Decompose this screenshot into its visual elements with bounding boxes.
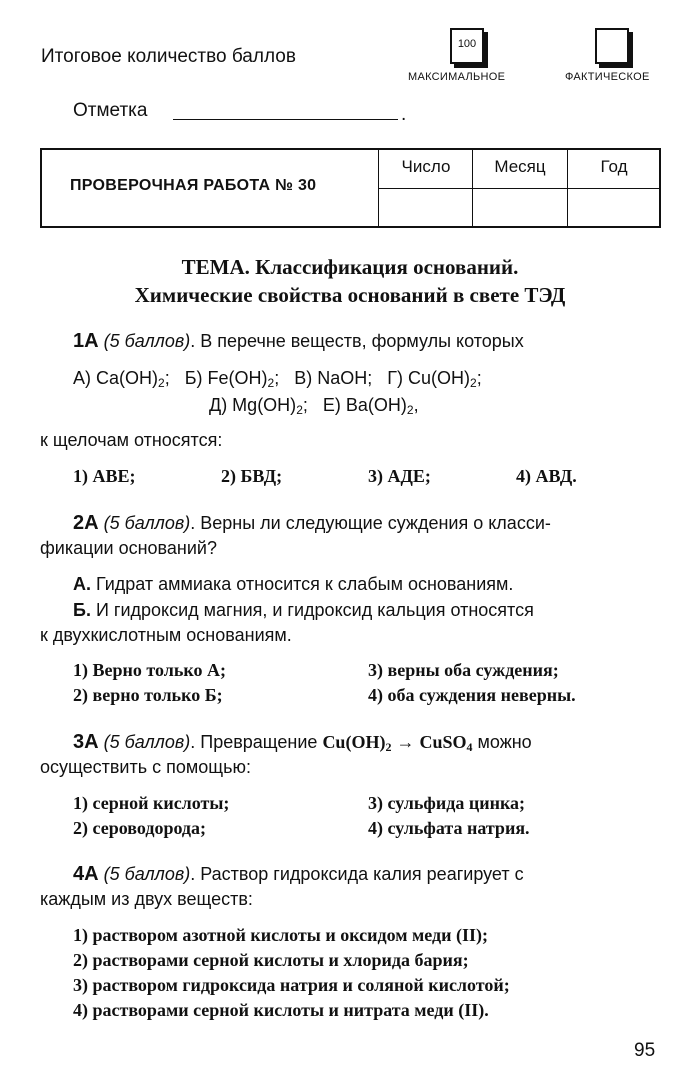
answer-option[interactable]: 4) оба суждения неверны. [368, 685, 576, 705]
answer-option[interactable]: 2) сероводорода; [73, 818, 207, 838]
page-number: 95 [634, 1040, 656, 1061]
question-number: 2А [73, 512, 99, 534]
question-points: (5 баллов) [103, 864, 191, 884]
product-formula: CuSO$_4$ [419, 732, 473, 754]
answer-option[interactable]: 4) растворами серной кислоты и нитрата меди (II). [73, 1000, 489, 1020]
answer-option[interactable]: 2) растворами серной кислоты и хлорида бария; [73, 950, 469, 970]
mark-field[interactable] [173, 119, 398, 120]
mark-dot: . [401, 104, 407, 125]
substance-b: Б) $Fe(OH)_2$; [184, 368, 280, 390]
answer-option[interactable]: 4) сульфата натрия. [368, 818, 530, 838]
question-2-text [73, 512, 551, 535]
topic-line-1: ТЕМА. Классификация оснований. [181, 255, 519, 279]
day-field[interactable] [379, 190, 471, 227]
statement-a: А. Гидрат аммиака относится к слабым основаниям. [73, 574, 514, 594]
arrow-icon: → [396, 732, 415, 752]
max-score-value: 100 [457, 38, 477, 50]
question-text: . В перечне веществ, формулы которых [190, 331, 524, 351]
substance-e: Е) $Ba(OH)_2$, [322, 395, 419, 417]
statement-b-continued: к двухкислотным основаниям. [40, 625, 292, 645]
total-score-label: Итоговое количество баллов [41, 46, 296, 67]
actual-score-box[interactable] [595, 28, 629, 64]
answer-option[interactable]: 3) сульфида цинка; [368, 793, 526, 813]
question-1-substances-row-2 [209, 395, 419, 417]
answer-option[interactable]: 3) верны оба суждения; [368, 660, 559, 680]
question-2-text-continued: фикации оснований? [40, 538, 217, 558]
max-score-box [450, 28, 484, 64]
question-1-text [73, 330, 524, 353]
question-number: 1А [73, 330, 99, 352]
question-text: можно [477, 732, 532, 752]
question-points: (5 баллов) [103, 331, 191, 351]
year-header: Год [600, 157, 628, 176]
answer-option[interactable]: 2) БВД; [221, 466, 283, 486]
question-number: 3А [73, 731, 99, 753]
question-1-substances-row-1 [73, 368, 482, 390]
answer-option[interactable]: 3) раствором гидроксида натрия и соляной кислотой; [73, 975, 510, 995]
topic-line-2: Химические свойства оснований в свете ТЭД [134, 283, 566, 307]
max-score-caption: МАКСИМАЛЬНОЕ [408, 71, 506, 83]
question-3-text [73, 731, 532, 755]
month-header: Месяц [494, 157, 546, 176]
answer-option[interactable]: 3) АДЕ; [368, 466, 431, 486]
year-field[interactable] [568, 190, 660, 227]
mark-label: Отметка [73, 100, 148, 121]
substance-a: А) $Ca(OH)_2$; [73, 368, 170, 390]
day-header: Число [401, 157, 451, 176]
table-divider [378, 188, 661, 189]
question-points: (5 баллов) [103, 732, 191, 752]
month-field[interactable] [473, 190, 566, 227]
question-text: . Раствор гидроксида калия реагирует с [190, 864, 524, 884]
statement-b: Б. И гидроксид магния, и гидроксид кальция относятся [73, 600, 534, 620]
question-4-text-continued: каждым из двух веществ: [40, 889, 253, 909]
substance-d: Д) $Mg(OH)_2$; [209, 395, 308, 417]
work-title: ПРОВЕРОЧНАЯ РАБОТА № 30 [70, 177, 317, 194]
substance-g: Г) $Cu(OH)_2$; [387, 368, 482, 390]
question-4-text [73, 863, 524, 886]
answer-option[interactable]: 1) серной кислоты; [73, 793, 230, 813]
actual-score-caption: ФАКТИЧЕСКОЕ [565, 71, 650, 83]
question-text: . Превращение [190, 732, 318, 752]
question-number: 4А [73, 863, 99, 885]
question-3-text-continued: осуществить с помощью: [40, 757, 251, 777]
answer-option[interactable]: 4) АВД. [516, 466, 577, 486]
question-points: (5 баллов) [103, 513, 191, 533]
substance-v: В) NaOH; [294, 368, 373, 388]
answer-option[interactable]: 1) Верно только А; [73, 660, 226, 680]
reactant-formula: $Cu(OH)_2$ [322, 732, 392, 754]
question-text: . Верны ли следующие суждения о класси- [190, 513, 551, 533]
question-1-tail: к щелочам относятся: [40, 430, 223, 450]
answer-option[interactable]: 1) АВЕ; [73, 466, 136, 486]
answer-option[interactable]: 1) раствором азотной кислоты и оксидом меди (II); [73, 925, 488, 945]
answer-option[interactable]: 2) верно только Б; [73, 685, 223, 705]
